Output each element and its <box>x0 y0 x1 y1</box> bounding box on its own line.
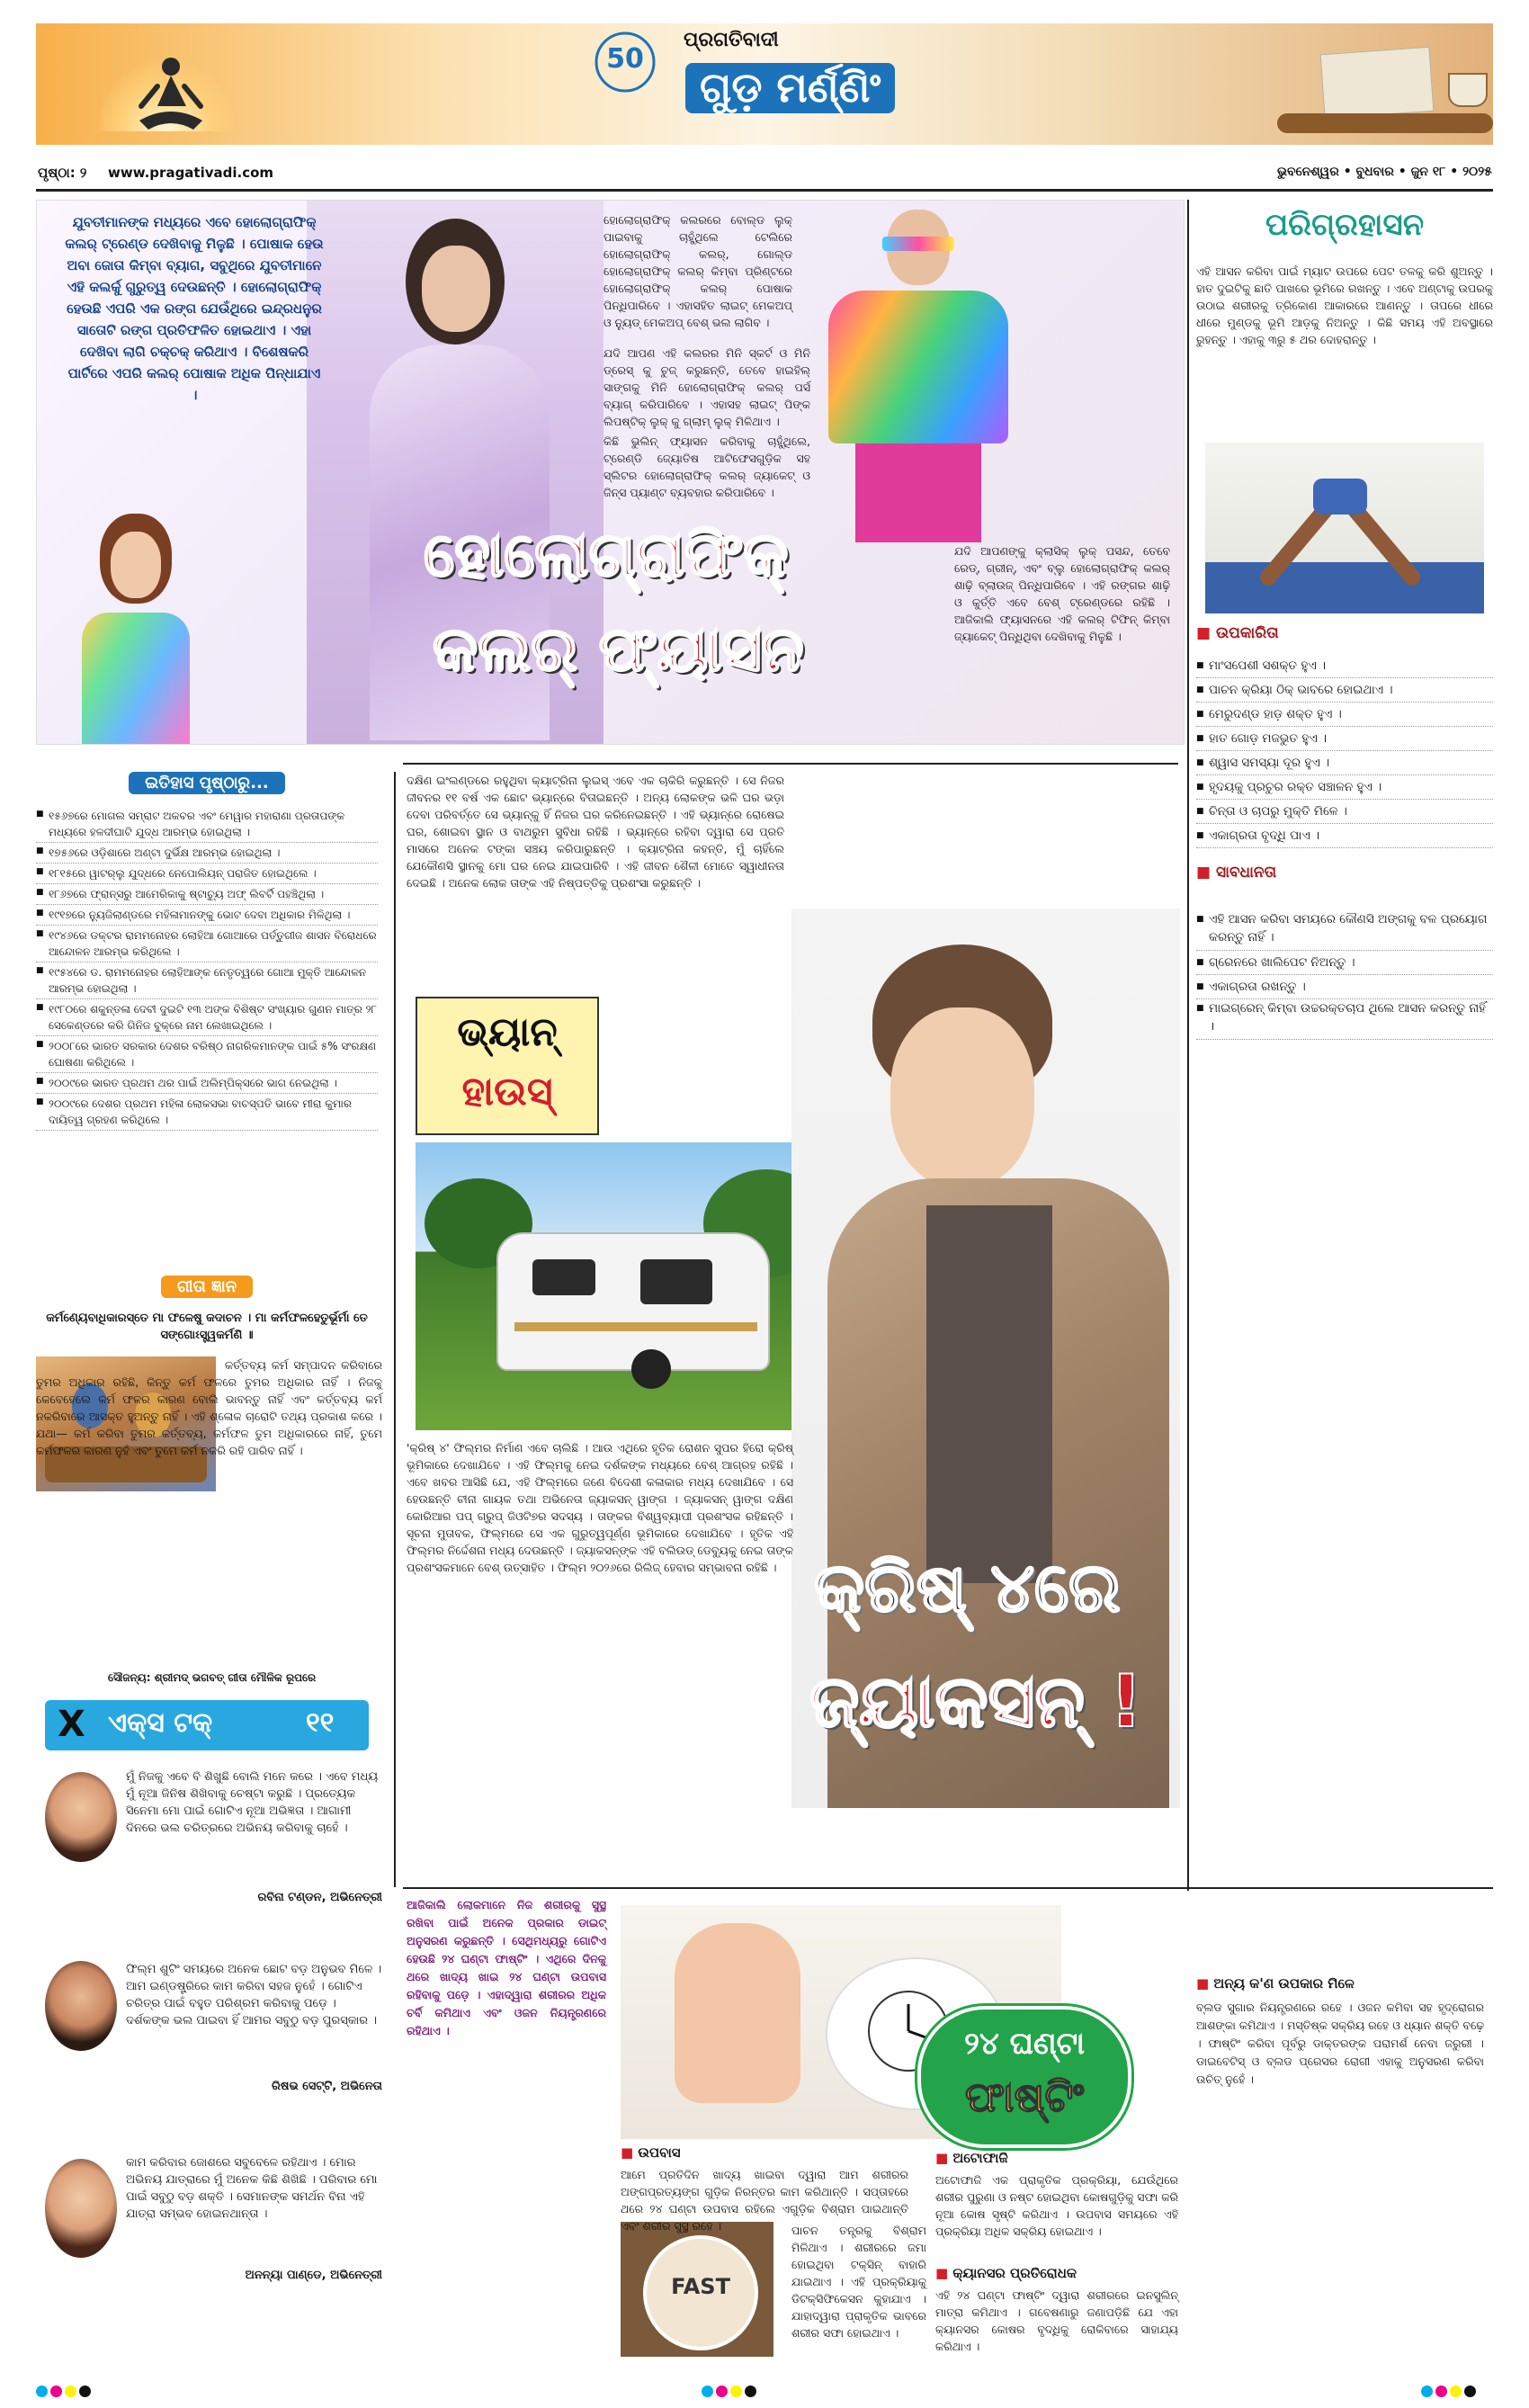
x-talk-number: ୧୧ <box>306 1707 335 1739</box>
autophagy-bullet-icon: ■ <box>935 2150 953 2166</box>
list-item: ■ ୧୯୮୦ରେ ଶକୁନ୍ତଳା ଦେବୀ ଦୁଇଟି ୧୩ ଅଙ୍କ ବିଶିଷ୍ଟ ସଂଖ୍ୟାର ଗୁଣନ ମାତ୍ର ୨୮ ସେକେଣ୍ଡରେ କରି ଗିନିଜ ବୁକ୍‌ରେ ନାମ ଲେଖାଇଥିଲେ । <box>36 999 378 1036</box>
list-item: ■ ୨୦୦୯ରେ ଦେଶର ପ୍ରଥମ ମହିଳା ଲୋକସଭା ବାଚସ୍ପତି ଭାବେ ମୀରା କୁମାର ଦାୟିତ୍ୱ ଗ୍ରହଣ କରିଥିଲେ । <box>36 1094 378 1131</box>
list-item: ■ ୧୮୬୭ରେ ଫ୍ରାନ୍ସରୁ ଆମେରିକାକୁ ଷ୍ଟାଚ୍ୟୁ ଅଫ୍ ଲିବର୍ଟି ପହଞ୍ଚିଥିଲା । <box>36 884 378 905</box>
list-item: ■ ଚିନ୍ତା ଓ ଚାପରୁ ମୁକ୍ତି ମିଳେ । <box>1196 800 1493 824</box>
cancer-heading <box>935 2265 1077 2281</box>
list-item: ■ ୧୮୧୫ରେ ୱାଟର୍‌ଲୁ ଯୁଦ୍ଧରେ ନେପୋଲିୟନ୍ ପରାଜିତ ହୋଇଥିଲେ । <box>36 864 378 884</box>
tip-4: ଯଦି ଆପଣଙ୍କୁ କ୍ଲାସିକ୍ ଲୁକ୍ ପସନ୍ଦ, ତେବେ ରେଡ୍, ଗ୍ରୀନ୍, ଏବଂ ବ୍ଲୁ ହୋଲୋଗ୍ରାଫିକ୍ କଲର୍ ଶାଢ଼ି ବ୍ଲାଉଜ୍ ପିନ୍ଧିପାରିବେ । ଏହି ରଙ୍ଗର ଶାଢ଼ି ଓ କୁର୍ତ୍ତି ଏବେ ବେଶ୍ ଟ୍ରେଣ୍ଡରେ ରହିଛି । ଆଜିକାଲି ଫ୍ୟାସନରେ ଏହି କଲର୍ ଟିଫିନ୍ କିମ୍ବା ଜ୍ୟାକେଟ୍ ପିନ୍ଧିଥିବା ଦେଖିବାକୁ ମିଳୁଛି । <box>954 544 1170 643</box>
fast-plate-photo <box>621 2222 773 2357</box>
holographic-section <box>36 200 1185 745</box>
holographic-tips-top <box>604 211 792 334</box>
table-illustration <box>1277 113 1493 133</box>
other-benefits-title: ଅନ୍ୟ କ'ଣ ଉପକାର ମିଳେ <box>1213 1975 1355 1992</box>
x-talk-title: ଏକ୍ସ ଟକ୍ <box>108 1707 213 1739</box>
center-top-rule <box>403 763 1178 765</box>
header-rule <box>36 189 1493 192</box>
list-item: ■ ଶ୍ୱାସ ସମସ୍ୟା ଦୂର ହୁଏ । <box>1196 751 1493 775</box>
x-talk-author-3: ଅନନ୍ୟା ପାଣ୍ଡେ, ଅଭିନେତ୍ରୀ <box>245 2269 382 2282</box>
plate-label: FAST <box>671 2274 730 2299</box>
x-talk-author-1: ରବିନା ଟଣ୍ଡନ, ଅଭିନେତ୍ରୀ <box>257 1891 382 1904</box>
caution-list <box>1196 910 1493 1040</box>
cancer-bullet-icon: ■ <box>935 2265 953 2281</box>
parigrahasana-text: ଏହି ଆସନ କରିବା ପାଇଁ ମ୍ୟାଟ ଉପରେ ପେଟ ତଳକୁ କରି ଶୁଅନ୍ତୁ । ହାତ ଦୁଇଟିକୁ ଛାତି ପାଖରେ ଭୂମିରେ ରଖନ୍ତୁ । ଏବେ ଅଣ୍ଟାକୁ ଉପରକୁ ଉଠାଇ ଶରୀରକୁ ତ୍ରିକୋଣ ଆକାରରେ ଆଣନ୍ତୁ । ତାପରେ ଧୀରେ ଧୀରେ ମୁଣ୍ଡକୁ ଭୂମି ଆଡ଼କୁ ନିଅନ୍ତୁ । କିଛି ସମୟ ଏହି ଅବସ୍ଥାରେ ରୁହନ୍ତୁ । ଏହାକୁ ୩ରୁ ୫ ଥର ଦୋହରାନ୍ତୁ । <box>1196 264 1493 346</box>
benefits-title: ଉପକାରିତା <box>1215 624 1279 642</box>
list-item: ■ ମାଂସପେଶୀ ସଶକ୍ତ ହୁଏ । <box>1196 654 1493 678</box>
gita-text: କର୍ତ୍ତବ୍ୟ କର୍ମ ସମ୍ପାଦନ କରିବାରେ ତୁମର ଅଧିକାର ରହିଛି, କିନ୍ତୁ କର୍ମ ଫଳରେ ତୁମର ଅଧିକାର ନାହିଁ । ନିଜକୁ କେବେହେଲେ କର୍ମ ଫଳର କାରଣ ବୋଲି ଭାବନ୍ତୁ ନାହିଁ ଏବଂ କର୍ତ୍ତବ୍ୟ କର୍ମ ନକରିବାରେ ଆସକ୍ତ ହୁଅନ୍ତୁ ନାହିଁ । ଏହି ଶ୍ଳୋକ ଚାରୋଟି ତଥ୍ୟ ପ୍ରକାଶ କରେ । ଯଥା— କର୍ମ କରିବା ତୁମର କର୍ତ୍ତବ୍ୟ, କର୍ମଫଳ ତୁମ ଅଧିକାରରେ ନାହିଁ, ତୁମେ କର୍ମଫଳର କାରଣ ନୁହଁ ଏବଂ ତୁମେ କର୍ମ ନକରି ରହି ପାରିବ ନାହିଁ । <box>36 1358 382 1457</box>
x-logo-icon: X <box>58 1704 85 1745</box>
avatar <box>45 1961 117 2051</box>
holographic-tips-bottom <box>954 542 1170 648</box>
tip-3: କିଛି ଭୁଲିନ୍ ଫ୍ୟାସନ କରିବାକୁ ଚାହୁଁଥିଲେ, ଟ୍ରେଣ୍ଡି ଜ୍ୟୋତିଷ ଆଟିଫେସଗୁଡ଼ିକ ସହ ସ୍ଲିଟର ହୋଲୋଗ୍ରାଫିକ୍ କଲର୍ ଜ୍ୟାକେଟ୍ ଓ ଜିନ୍ସ ପ୍ୟାଣ୍ଟ ବ୍ୟବହାର କରିପାରିବେ । <box>604 434 810 499</box>
caravan-photo <box>416 1142 829 1430</box>
list-item: ■ ହୃଦୟକୁ ପ୍ରଚୁର ରକ୍ତ ସଞ୍ଚାଳନ ହୁଏ । <box>1196 775 1493 800</box>
holographic-tips-mid <box>604 345 810 504</box>
autophagy-text: ଅଟୋଫାଜି ଏକ ପ୍ରାକୃତିକ ପ୍ରକ୍ରିୟା, ଯେଉଁଥିରେ ଶରୀର ପୁରୁଣା ଓ ନଷ୍ଟ ହୋଇଥିବା କୋଷଗୁଡ଼ିକୁ ସଫା କରି ନୂଆ କୋଷ ସୃଷ୍ଟି କରିଥାଏ । ଉପବାସ ସମୟରେ ଏହି ପ୍ରକ୍ରିୟା ଅଧିକ ସକ୍ରିୟ ହୋଇଥାଏ । <box>935 2173 1178 2238</box>
van-house-title-box <box>416 997 599 1135</box>
registration-marks-left <box>36 2384 94 2401</box>
x-talk-quote-3: କାମ କରିବାର ଜୋଶରେ ସବୁବେଳେ ରହିଥାଏ । ମୋର ଅଭିନୟ ଯାତ୍ରାରେ ମୁଁ ଅନେକ କିଛି ଶିଖିଛି । ପରିବାର ମୋ ପାଇଁ ସବୁଠୁ ବଡ଼ ଶକ୍ତି । ସେମାନଙ୍କ ସମର୍ଥନ ବିନା ଏହି ଯାତ୍ରା ସମ୍ଭବ ହୋଇନଥାନ୍ତା । <box>126 2156 378 2221</box>
holographic-intro: ଯୁବତୀମାନଙ୍କ ମଧ୍ୟରେ ଏବେ ହୋଲୋଗ୍ରାଫିକ୍ କଲର୍ ଟ୍ରେଣ୍ଡ ଦେଖିବାକୁ ମିଳୁଛି । ପୋଷାକ ହେଉ ଅବା ଜୋତା କିମ୍ବା ବ୍ୟାଗ, ସବୁଥିରେ ଯୁବତୀମାନେ ଏହି କଲର୍କୁ ଗୁରୁତ୍ୱ ଦେଉଛନ୍ତି । ହୋଲୋଗ୍ରାଫିକ୍ ହେଉଛି ଏପରି ଏକ ରଙ୍ଗ ଯେଉଁଥିରେ ଇନ୍ଦ୍ରଧନୁର ସାତୋଟି ରଙ୍ଗ ପ୍ରତିଫଳିତ ହୋଇଥାଏ । ଏହା ଦେଖିବା ଲାଗି ଚକ୍‌ଚକ୍ କରିଥାଏ । ବିଶେଷକରି ପାର୍ଟିରେ ଏପରି କଲର୍ ପୋଷାକ ଅଧିକ ପିନ୍ଧାଯାଏ । <box>65 214 324 403</box>
benefits-list <box>1196 654 1493 848</box>
page-label: ପୃଷ୍ଠା: ୨ <box>38 165 87 181</box>
x-talk-author-2: ରିଷଭ ସେଟ୍ଟି, ଅଭିନେତା <box>272 2080 382 2093</box>
caution-heading <box>1196 864 1276 882</box>
header-banner <box>36 23 1493 145</box>
list-item: ■ ଏକାଗ୍ରତା ରଖନ୍ତୁ । <box>1196 975 1493 999</box>
right-column-rule <box>1187 200 1189 1891</box>
other-benefits-heading <box>1196 1975 1355 1992</box>
cancer-title: କ୍ୟାନସର ପ୍ରତିରୋଧକ <box>952 2265 1077 2281</box>
list-item: ■ ୧୯୪୬ରେ ଡକ୍ଟର ରାମମନୋହର ଲୋହିଆ ଗୋଆରେ ପର୍ତ୍ତୁଗୀଜ ଶାସନ ବିରୋଧରେ ଆନ୍ଦୋଳନ ଆରମ୍ଭ କରିଥିଲେ । <box>36 926 378 962</box>
list-item: ■ ୨୦୦୯ରେ ଭାରତ ପ୍ରଥମ ଥର ପାଇଁ ଅଲିମ୍ପିକ୍ସରେ ଭାଗ ନେଇଥିଲା । <box>36 1073 378 1094</box>
caution-title: ସାବଧାନତା <box>1215 864 1277 882</box>
meditation-figure-icon <box>130 50 211 140</box>
fasting-top-rule <box>403 1887 1493 1889</box>
list-item: ■ ୧୯୧୭ରେ ନ୍ୟୁଜିଲାଣ୍ଡରେ ମହିଳାମାନଙ୍କୁ ଭୋଟ ଦେବା ଅଧିକାର ମିଳିଥିଲା । <box>36 905 378 926</box>
jackson-text: 'କ୍ରିଷ୍ ୪' ଫିଲ୍ମର ନିର୍ମାଣ ଏବେ ଚାଲିଛି । ଆଉ ଏଥିରେ ହୃତିକ ରୋଶନ ସୁପର ହିରୋ କ୍ରିଷ୍ ଭୂମିକାରେ ଦେଖାଯିବେ । ଏହି ଫିଲ୍ମକୁ ନେଇ ଦର୍ଶକଙ୍କ ମଧ୍ୟରେ ବେଶ୍ ଆଗ୍ରହ ରହିଛି । ଏବେ ଖବର ଆସିଛି ଯେ, ଏହି ଫିଲ୍ମରେ ଜଣେ ବିଦେଶୀ କଳାକାର ମଧ୍ୟ ଦେଖାଯିବେ । ସେ ହେଉଛନ୍ତି ଚୀନା ଗାୟକ ତଥା ଅଭିନେତା ଜ୍ୟାକସନ୍ ୱାଙ୍ଗ । ଜ୍ୟାକସନ୍ ୱାଙ୍ଗ ଦକ୍ଷିଣ କୋରିଆର ପପ୍ ଗ୍ରୁପ୍ ଜିଓଟି୭ର ସଦସ୍ୟ । ତାଙ୍କର ବିଶ୍ୱବ୍ୟାପୀ ପ୍ରଶଂସକ ରହିଛନ୍ତି । ସୂଚନା ମୁତାବକ, ଫିଲ୍ମରେ ସେ ଏକ ଗୁରୁତ୍ୱପୂର୍ଣ୍ଣ ଭୂମିକାରେ ଦେଖାଯିବେ । ହୃତିକ ଏହି ଫିଲ୍ମର ନିର୍ଦ୍ଦେଶନା ମଧ୍ୟ ଦେଉଛନ୍ତି । ଜ୍ୟାକସନ୍‌ଙ୍କ ଏହି ବଲିଉଡ୍ ଡେବ୍ୟୁକୁ ନେଇ ତାଙ୍କ ପ୍ରଶଂସକମାନେ ବେଶ୍ ଉତ୍ସାହିତ । ଫିଲ୍ମ ୨୦୨୬ରେ ରିଲିଜ୍ ହେବାର ସମ୍ଭାବନା ରହିଛି । <box>407 1441 793 1574</box>
list-item: ■ ୧୯୫୪ରେ ଡ. ରାମମନୋହର ଲୋହିଆଙ୍କ ନେତୃତ୍ୱରେ ଗୋଆ ମୁକ୍ତି ଆନ୍ଦୋଳନ ଆରମ୍ଭ ହୋଇଥିଲା । <box>36 962 378 999</box>
avatar <box>45 1772 117 1862</box>
fasting-badge-line1: ୨୪ ଘଣ୍ଟା <box>964 2026 1085 2062</box>
x-talk-quote-2: ଫିଲ୍ମ ଶୁଟିଂ ସମୟରେ ଅନେକ ଛୋଟ ବଡ଼ ଅନୁଭବ ମିଳେ । ଆମ ଇଣ୍ଡଷ୍ଟ୍ରିରେ କାମ କରିବା ସହଜ ନୁହେଁ । ଗୋଟିଏ ଚରିତ୍ର ପାଇଁ ବହୁତ ପରିଶ୍ରମ କରିବାକୁ ପଡ଼େ । ଦର୍ଶକଙ୍କ ଭଲ ପାଇବା ହିଁ ଆମର ସବୁଠୁ ବଡ଼ ପୁରସ୍କାର । <box>126 1963 382 2028</box>
registration-marks-right <box>1421 2384 1479 2401</box>
paper-name: ପ୍ରଗତିବାଦୀ <box>684 29 779 51</box>
list-item: ■ ୨୦୦୮ରେ ଭାରତ ସରକାର ଦେଶର ବରିଷ୍ଠ ନାଗରିକମାନଙ୍କ ପାଇଁ ୫% ସଂରକ୍ଷଣ ଘୋଷଣା କରିଥିଲେ । <box>36 1036 378 1073</box>
itihasa-section <box>36 772 378 1276</box>
other-benefits-text: ବ୍ଲଡ ସୁଗାର ନିୟନ୍ତ୍ରଣରେ ରହେ । ଓଜନ କମିବା ସହ ହୃଦ୍‌ରୋଗର ଆଶଙ୍କା କମିଥାଏ । ମସ୍ତିଷ୍କ ସକ୍ରିୟ ରହେ ଓ ଧ୍ୟାନ ଶକ୍ତି ବଢ଼େ । ଫାଷ୍ଟିଂ କରିବା ପୂର୍ବରୁ ଡାକ୍ତରଙ୍କ ପରାମର୍ଶ ନେବା ଜରୁରୀ । ଡାଇବେଟିସ୍ ଓ ବ୍ଲଡ ପ୍ରେସର ରୋଗୀ ଏହାକୁ ଅନୁସରଣ କରିବା ଉଚିତ୍ ନୁହେଁ । <box>1196 2001 1484 2086</box>
van-house-text: ଦକ୍ଷିଣ ଇଂଲଣ୍ଡରେ ରହୁଥିବା କ୍ୟାଟ୍ରିନା ଲୁଇସ୍ ଏବେ ଏକ ଚାକିରି କରୁଛନ୍ତି । ସେ ନିଜର ଜୀବନର ୧୧ ବର୍ଷ ଏକ ଛୋଟ ଭ୍ୟାନ୍‌ରେ ବିତାଇଛନ୍ତି । ଅନ୍ୟ ଲୋକଙ୍କ ଭଳି ଘର ଭଡ଼ା ଦେବା ପରିବର୍ତ୍ତେ ସେ ଭ୍ୟାନ୍‌କୁ ହିଁ ନିଜର ଘର କରିନେଇଛନ୍ତି । ଏହି ଭ୍ୟାନ୍‌ରେ ରୋଷେଇ ଘର, ଶୋଇବା ସ୍ଥାନ ଓ ବାଥରୁମ ସୁବିଧା ରହିଛି । ଭ୍ୟାନ୍‌ରେ ରହିବା ଦ୍ୱାରା ସେ ପ୍ରତି ମାସରେ ଅନେକ ଟଙ୍କା ସଞ୍ଚୟ କରିପାରୁଛନ୍ତି । କ୍ୟାଟ୍ରିନା କହନ୍ତି, ମୁଁ ଚାହିଁଲେ ଯେକୌଣସି ସ୍ଥାନକୁ ମୋ ଘର ନେଇ ଯାଇପାରିବି । ଏହି ଜୀବନ ଶୈଳୀ ମୋତେ ସ୍ୱାଧୀନତା ଦେଇଛି । ଅନେକ ଲୋକ ତାଙ୍କ ଏହି ନିଷ୍ପତ୍ତିକୁ ପ୍ରଶଂସା କରୁଛନ୍ତି । <box>407 774 784 890</box>
fasting-intro: ଆଜିକାଲି ଲୋକମାନେ ନିଜ ଶରୀରକୁ ସୁସ୍ଥ ରଖିବା ପାଇଁ ଅନେକ ପ୍ରକାର ଡାଇଟ୍ ଅନୁସରଣ କରୁଛନ୍ତି । ସେଥିମଧ୍ୟରୁ ଗୋଟିଏ ହେଉଛି ୨୪ ଘଣ୍ଟା ଫାଷ୍ଟିଂ । ଏଥିରେ ଦିନକୁ ଥରେ ଖାଦ୍ୟ ଖାଇ ୨୪ ଘଣ୍ଟା ଉପବାସ ରହିବାକୁ ପଡ଼େ । ଏହାଦ୍ୱାରା ଶରୀରର ଅଧିକ ଚର୍ବି କମିଥାଏ ଏବଂ ଓଜନ ନିୟନ୍ତ୍ରଣରେ ରହିଥାଏ । <box>407 1898 606 2037</box>
itihasa-title: ଇତିହାସ ପୃଷ୍ଠାରୁ... <box>129 772 284 794</box>
list-item: ■ ପାଚନ କ୍ରିୟା ଠିକ୍ ଭାବରେ ହୋଇଥାଏ । <box>1196 678 1493 703</box>
holographic-headline-2: କଲର୍ ଫ୍ୟାସନ <box>433 614 804 685</box>
registration-marks-center <box>702 2384 759 2401</box>
yoga-pose-photo <box>1205 443 1484 613</box>
list-item: ■ ମେରୁଦଣ୍ଡ ହାଡ଼ ଶକ୍ତ ହୁଏ । <box>1196 703 1493 727</box>
other-bullet-icon: ■ <box>1196 1975 1214 1992</box>
upabasa-title: ଉପବାସ <box>638 2144 681 2161</box>
x-talk-section <box>36 1700 387 2330</box>
list-item: ■ ଗ୍ରେନରେ ଖାଲିପେଟ ନିଅନ୍ତୁ । <box>1196 951 1493 975</box>
tip-1: ହୋଲୋଗ୍ରାଫିକ୍ କଲରରେ ବୋଲ୍ଡ ଲୁକ୍ ପାଇବାକୁ ଚାହୁଁଥିଲେ ଟେଲିରେ ହୋଲୋଗ୍ରାଫିକ୍ କଲର୍, ଗୋଲ୍ଡ ହୋଲୋଗ୍ରାଫିକ୍ କଲର୍ କିମ୍ବା ପ୍ରିଣ୍ଟରେ ହୋଲୋଗ୍ରାଫିକ୍ କଲର୍ ପୋଷାକ ପିନ୍ଧିପାରିବେ । ଏହାସହିତ ଲାଇଟ୍ ମେକଅପ୍ ଓ ନ୍ୟୁଡ୍ ମେକଅପ୍ ବେଶ୍ ଭଲ ଲାଗିବ । <box>604 213 792 329</box>
list-item: ■ ହାତ ଗୋଡ଼ ମଜଭୁତ ହୁଏ । <box>1196 727 1493 751</box>
gita-title: ଗୀତା ଜ୍ଞାନ <box>161 1276 253 1298</box>
parigrahasana-title: ପରିଗ୍ରହାସନ <box>1265 207 1425 243</box>
van-house-title-2: ହାଉସ୍ <box>461 1069 553 1114</box>
left-column-rule <box>394 772 396 1887</box>
gita-source: ସୌଜନ୍ୟ: ଶ୍ରୀମଦ୍ ଭଗବତ୍ ଗୀତା ମୌଳିକ ରୂପରେ <box>108 1671 317 1684</box>
caution-bullet-icon: ■ <box>1196 864 1216 882</box>
gita-section <box>36 1276 387 1698</box>
list-item: ■ ୧୫୬୭ରେ ମୋଗଲ ସମ୍ରାଟ ଅକବର ଏବଂ ମେୱାର ମହାରାଣା ପ୍ରତାପଙ୍କ ମଧ୍ୟରେ ହଳଦୀଘାଟି ଯୁଦ୍ଧ ଆରମ୍ଭ ହୋଇଥିଲା । <box>36 806 378 843</box>
dateline: ଭୁବନେଶ୍ୱର • ବୁଧବାର • ଜୁନ ୧୮ • ୨୦୨୫ <box>1277 165 1492 179</box>
holographic-headline-1: ହୋଲୋଗ୍ରାଫିକ୍ <box>424 520 789 591</box>
list-item: ■ ଏହି ଆସନ କରିବା ସମୟରେ କୌଣସି ଅଙ୍ଗକୁ ବଳ ପ୍ରୟୋଗ କରନ୍ତୁ ନାହିଁ । <box>1196 910 1493 951</box>
autophagy-heading <box>935 2150 1008 2166</box>
x-talk-quote-1: ମୁଁ ନିଜକୁ ଏବେ ବି ଶିଖୁଛି ବୋଲି ମନେ କରେ । ଏବେ ମଧ୍ୟ ମୁଁ ନୂଆ ଜିନିଷ ଶିଖିବାକୁ ଚେଷ୍ଟା କରୁଛି । ପ୍ରତ୍ୟେକ ସିନେମା ମୋ ପାଇଁ ଗୋଟିଏ ନୂଆ ଅଭିଜ୍ଞତା । ଆଗାମୀ ଦିନରେ ଭଲ ଚରିତ୍ରରେ ଅଭିନୟ କରିବାକୁ ଚାହେଁ । <box>126 1770 379 1835</box>
fasting-badge <box>917 2006 1131 2148</box>
fasting-middle-text: ପାଚନ ତନ୍ତ୍ରକୁ ବିଶ୍ରାମ ମିଳିଥାଏ । ଶରୀରରେ ଜମା ହୋଇଥିବା ଟକ୍ସିନ୍ ବାହାରି ଯାଇଥାଏ । ଏହି ପ୍ରକ୍ରିୟାକୁ ଡିଟକ୍ସିଫିକେସନ କୁହାଯାଏ । ଯାହାଦ୍ୱାରା ପ୍ରାକୃତିକ ଭାବରେ ଶରୀର ସଫା ହୋଇଥାଏ । <box>791 2224 926 2340</box>
tea-cup-icon <box>1448 73 1488 107</box>
x-talk-banner <box>45 1700 369 1750</box>
newspaper-illustration <box>1320 47 1435 119</box>
supplement-title: ଗୁଡ଼ ମର୍ଣ୍ଣିଂ <box>685 63 895 113</box>
upabasa-text: ଆମେ ପ୍ରତିଦିନ ଖାଦ୍ୟ ଖାଇବା ଦ୍ୱାରା ଆମ ଶରୀରର ଅଙ୍ଗପ୍ରତ୍ୟଙ୍ଗ ଗୁଡ଼ିକ ନିରନ୍ତର କାମ କରିଥାନ୍ତି । ସପ୍ତାହରେ ଥରେ ୨୪ ଘଣ୍ଟା ଉପବାସ ରହିଲେ ଏଗୁଡ଼ିକ ବିଶ୍ରାମ ପାଇଥାନ୍ତି ଏବଂ ଶରୀର ସୁସ୍ଥ ରହେ । <box>621 2168 908 2233</box>
rainbow-jacket-model-photo <box>810 201 1026 542</box>
parigrahasana-section <box>1196 200 1493 1243</box>
van-house-title-1: ଭ୍ୟାନ୍ <box>457 1009 558 1055</box>
small-model-photo <box>64 514 208 744</box>
benefits-bullet-icon: ■ <box>1196 624 1216 642</box>
fasting-badge-line2: ଫାଷ୍ଟିଂ <box>964 2072 1085 2121</box>
cancer-text: ଏହି ୨୪ ଘଣ୍ଟା ଫାଷ୍ଟିଂ ଦ୍ୱାରା ଶରୀରରେ ଇନସୁଲିନ୍ ମାତ୍ରା କମିଥାଏ । ଗବେଷଣାରୁ ଜଣାପଡ଼ିଛି ଯେ ଏହା କ୍ୟାନସର କୋଷର ବୃଦ୍ଧିକୁ ରୋକିବାରେ ସାହାଯ୍ୟ କରିଥାଏ । <box>935 2288 1178 2353</box>
tip-2: ଯଦି ଆପଣ ଏହି କଲରର ମିନି ସ୍କର୍ଟ ଓ ମିନି ଡ୍ରେସ୍ କୁ ଚୁଜ୍ କରୁଛନ୍ତି, ତେବେ ହାଇହିଲ୍ ସାଙ୍ଗକୁ ମିନି ହୋଲୋଗ୍ରାଫିକ୍ କଲର୍ ପର୍ସ ବ୍ୟାଗ୍ କରିପାରିବେ । ଏହାସହ ଲାଇଟ୍ ପିଙ୍କ ଲିପଷ୍ଟିକ୍ ଲୁକ୍ କୁ ଗ୍ଲାମ୍ ଲୁକ୍ ମିଳିଥାଏ । <box>604 346 810 428</box>
list-item: ■ ୧୭୫୬ରେ ଓଡ଼ିଶାରେ ଅଣ୍ଟା ଦୁର୍ଭିକ୍ଷ ଆରମ୍ଭ ହୋଇଥିଲା । <box>36 843 378 864</box>
anniversary-logo: 50 <box>594 31 657 94</box>
jackson-headline-1: କ୍ରିଷ୍ ୪ରେ <box>814 1547 1121 1627</box>
website[interactable]: www.pragativadi.com <box>108 165 274 181</box>
list-item: ■ ଏକାଗ୍ରତା ବୃଦ୍ଧି ପାଏ । <box>1196 824 1493 848</box>
upabasa-bullet-icon: ■ <box>621 2144 639 2161</box>
upabasa-heading <box>621 2144 681 2161</box>
avatar <box>45 2159 117 2258</box>
itihasa-list <box>36 806 378 1131</box>
gita-sloka: କର୍ମଣ୍ୟେବାଧିକାରସ୍ତେ ମା ଫଳେଷୁ କଦାଚନ । ମା କର୍ମଫଳହେତୁର୍ଭୂର୍ମା ତେ ସଙ୍ଗୋଽସ୍ତ୍ୱକର୍ମଣି ॥ <box>46 1311 368 1342</box>
benefits-heading <box>1196 624 1279 642</box>
autophagy-title: ଅଟୋଫାଜି <box>952 2150 1008 2166</box>
list-item: ■ ମାଇଗ୍ରେନ୍ କିମ୍ବା ଉଚ୍ଚରକ୍ତଚାପ ଥିଲେ ଆସନ କରନ୍ତୁ ନାହିଁ । <box>1196 999 1493 1040</box>
jackson-headline-2: ଜ୍ୟାକସନ୍ ! <box>809 1660 1143 1743</box>
